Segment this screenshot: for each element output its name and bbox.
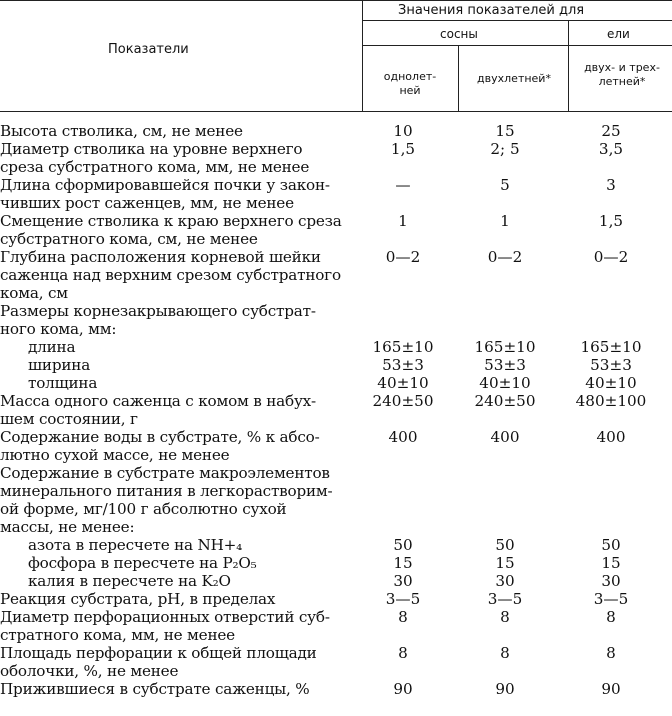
value-spruce-two-three-year: 53±3 — [590, 356, 632, 374]
table-row — [0, 446, 672, 464]
value-pine-two-year: 400 — [490, 428, 520, 446]
row-label: Площадь перфорации к общей площади — [0, 644, 317, 662]
row-label: субстратного кома, см, не менее — [0, 230, 258, 248]
value-pine-two-year: 90 — [495, 680, 515, 698]
species-divider — [568, 20, 569, 112]
value-pine-two-year: 2; 5 — [490, 140, 520, 158]
table-row — [0, 572, 672, 590]
table-row — [0, 428, 672, 446]
row-label: Содержание в субстрате макроэлементов — [0, 464, 330, 482]
row-label: среза субстратного кома, мм, не менее — [0, 158, 310, 176]
value-pine-two-year: 8 — [500, 608, 510, 626]
row-label: саженца над верхним срезом субстратного — [0, 266, 341, 284]
header-sub-two-three-year — [572, 61, 672, 89]
value-pine-one-year: 40±10 — [377, 374, 429, 392]
header-sub-two-three-year-line2: летней* — [598, 75, 646, 88]
header-sub-one-year-line2: ней — [399, 84, 421, 97]
value-spruce-two-three-year: 3 — [606, 176, 616, 194]
value-spruce-two-three-year: 400 — [596, 428, 626, 446]
table-row — [0, 608, 672, 626]
value-pine-one-year: 1 — [398, 212, 408, 230]
row-label: Реакция субстрата, pH, в пределах — [0, 590, 276, 608]
value-pine-one-year: 400 — [388, 428, 418, 446]
table-row — [0, 500, 672, 518]
value-pine-one-year: 15 — [393, 554, 413, 572]
value-pine-one-year: 1,5 — [390, 140, 416, 158]
value-pine-two-year: 165±10 — [474, 338, 536, 356]
table-row — [0, 590, 672, 608]
table-row — [0, 122, 672, 140]
top-rule — [0, 0, 672, 1]
header-indicators: Показатели — [108, 42, 189, 57]
value-pine-two-year: 3—5 — [487, 590, 523, 608]
value-pine-two-year: 30 — [495, 572, 515, 590]
value-spruce-two-three-year: 15 — [601, 554, 621, 572]
row-label: ой форме, мг/100 г абсолютно сухой — [0, 500, 287, 518]
value-spruce-two-three-year: 1,5 — [598, 212, 624, 230]
value-spruce-two-three-year: 8 — [606, 644, 616, 662]
value-spruce-two-three-year: 165±10 — [580, 338, 642, 356]
value-pine-two-year: 8 — [500, 644, 510, 662]
value-pine-one-year: 8 — [398, 608, 408, 626]
row-label: Высота стволика, см, не менее — [0, 122, 243, 140]
header-sub-two-three-year-line1: двух- и трех- — [584, 61, 660, 74]
row-label: Смещение стволика к краю верхнего среза — [0, 212, 342, 230]
value-spruce-two-three-year: 30 — [601, 572, 621, 590]
table-row — [0, 626, 672, 644]
table-row — [0, 248, 672, 266]
table-row — [0, 284, 672, 302]
values-group-rule — [362, 20, 672, 21]
value-spruce-two-three-year: 40±10 — [585, 374, 637, 392]
table-row — [0, 302, 672, 320]
row-label: минерального питания в легкорастворим- — [0, 482, 333, 500]
indicator-column-divider — [362, 0, 363, 112]
value-spruce-two-three-year: 3,5 — [598, 140, 624, 158]
row-label: кома, см — [0, 284, 68, 302]
row-label: Размеры корнезакрывающего субстрат- — [0, 302, 316, 320]
value-pine-one-year: 90 — [393, 680, 413, 698]
value-pine-two-year: 5 — [500, 176, 510, 194]
row-label: Прижившиеся в субстрате саженцы, % — [0, 680, 310, 698]
table-row — [0, 230, 672, 248]
table-row — [0, 212, 672, 230]
table-row — [0, 680, 672, 698]
table-row — [0, 554, 672, 572]
row-label: оболочки, %, не менее — [0, 662, 179, 680]
row-label: массы, не менее: — [0, 518, 135, 536]
value-pine-two-year: 50 — [495, 536, 515, 554]
value-pine-one-year: 30 — [393, 572, 413, 590]
table-row — [0, 374, 672, 392]
table-row — [0, 662, 672, 680]
table-row — [0, 158, 672, 176]
value-pine-one-year: 240±50 — [372, 392, 434, 410]
header-spruce: ели — [607, 27, 630, 41]
row-label: Длина сформировавшейся почки у закон- — [0, 176, 330, 194]
row-label: Диаметр перфорационных отверстий суб- — [0, 608, 330, 626]
table-row — [0, 410, 672, 428]
subcolumn-divider-1 — [458, 45, 459, 112]
table-row — [0, 464, 672, 482]
table-row — [0, 140, 672, 158]
value-pine-one-year: 10 — [393, 122, 413, 140]
value-spruce-two-three-year: 50 — [601, 536, 621, 554]
value-pine-one-year: — — [395, 176, 411, 194]
header-pine: сосны — [440, 27, 478, 41]
row-label: шем состоянии, г — [0, 410, 138, 428]
value-pine-two-year: 15 — [495, 122, 515, 140]
value-pine-two-year: 240±50 — [474, 392, 536, 410]
table-row — [0, 320, 672, 338]
table-row — [0, 644, 672, 662]
row-label: калия в пересчете на K₂O — [28, 572, 231, 590]
value-pine-two-year: 53±3 — [484, 356, 526, 374]
row-label: длина — [28, 338, 76, 356]
value-spruce-two-three-year: 3—5 — [593, 590, 629, 608]
table-row — [0, 518, 672, 536]
value-pine-one-year: 3—5 — [385, 590, 421, 608]
row-label: фосфора в пересчете на P₂O₅ — [28, 554, 257, 572]
row-label: Масса одного саженца с комом в набух- — [0, 392, 316, 410]
row-label: ширина — [28, 356, 91, 374]
value-pine-one-year: 53±3 — [382, 356, 424, 374]
species-rule — [362, 45, 672, 46]
header-sub-two-year: двухлетней* — [477, 72, 551, 85]
value-spruce-two-three-year: 0—2 — [593, 248, 629, 266]
header-sub-one-year-line1: однолет- — [383, 70, 437, 83]
table-row — [0, 356, 672, 374]
value-spruce-two-three-year: 90 — [601, 680, 621, 698]
value-spruce-two-three-year: 480±100 — [575, 392, 647, 410]
value-pine-two-year: 0—2 — [487, 248, 523, 266]
value-pine-two-year: 40±10 — [479, 374, 531, 392]
value-pine-one-year: 165±10 — [372, 338, 434, 356]
row-label: чивших рост саженцев, мм, не менее — [0, 194, 294, 212]
header-bottom-rule — [0, 111, 672, 112]
value-pine-two-year: 15 — [495, 554, 515, 572]
row-label: ного кома, мм: — [0, 320, 117, 338]
row-label: толщина — [28, 374, 98, 392]
row-label: Содержание воды в субстрате, % к абсо- — [0, 428, 320, 446]
row-label: лютно сухой массе, не менее — [0, 446, 230, 464]
table-row — [0, 482, 672, 500]
table-row — [0, 266, 672, 284]
value-pine-two-year: 1 — [500, 212, 510, 230]
value-spruce-two-three-year: 8 — [606, 608, 616, 626]
row-label: Глубина расположения корневой шейки — [0, 248, 321, 266]
value-spruce-two-three-year: 25 — [601, 122, 621, 140]
table-body — [0, 122, 672, 698]
header-sub-one-year — [366, 70, 454, 98]
table-row — [0, 338, 672, 356]
row-label: стратного кома, мм, не менее — [0, 626, 235, 644]
table-row — [0, 176, 672, 194]
value-pine-one-year: 50 — [393, 536, 413, 554]
row-label: азота в пересчете на NH+₄ — [28, 536, 243, 554]
table-row — [0, 536, 672, 554]
value-pine-one-year: 0—2 — [385, 248, 421, 266]
header-values-for: Значения показателей для — [398, 3, 585, 18]
row-label: Диаметр стволика на уровне верхнего — [0, 140, 303, 158]
value-pine-one-year: 8 — [398, 644, 408, 662]
table-header — [0, 0, 672, 112]
table-row — [0, 392, 672, 410]
table-row — [0, 194, 672, 212]
